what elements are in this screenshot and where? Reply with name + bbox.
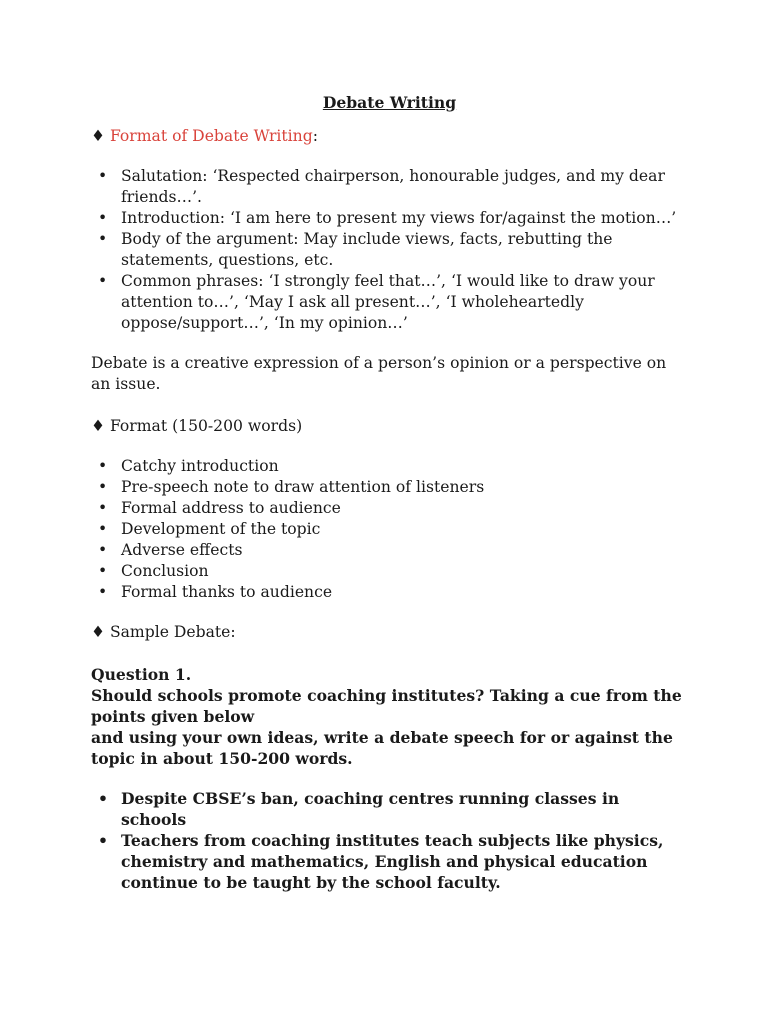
sample-heading	[91, 622, 688, 643]
list-item	[91, 519, 688, 540]
bullet-icon: •	[98, 209, 108, 227]
diamond-icon: ♦	[91, 417, 105, 435]
format-words-heading-label: Format (150-200 words)	[109, 417, 303, 435]
list-item-text: Teachers from coaching institutes teach subjects like physics, chemistry and mathematics, English and physical education continue to be taught by the school faculty.	[121, 831, 664, 892]
question-block	[91, 664, 688, 769]
question-label: Question 1.	[91, 665, 192, 684]
bullet-icon: •	[98, 230, 108, 248]
bullet-icon: •	[98, 541, 108, 559]
list-item-text: Formal thanks to audience	[121, 583, 333, 601]
list-item	[91, 208, 688, 229]
diamond-icon: ♦	[91, 623, 105, 641]
list-item	[91, 540, 688, 561]
list-item-text: Pre-speech note to draw attention of listeners	[121, 478, 485, 496]
format-words-heading	[91, 416, 688, 437]
bullet-icon: •	[98, 789, 108, 808]
bullet-icon: •	[98, 831, 108, 850]
list-item	[91, 582, 688, 603]
list-item	[91, 561, 688, 582]
bullet-icon: •	[98, 583, 108, 601]
format-heading-suffix: :	[312, 127, 318, 145]
list-item	[91, 229, 688, 271]
list-item-text: Adverse effects	[121, 541, 243, 559]
definition-paragraph: Debate is a creative expression of a person’s opinion or a perspective on an issue.	[91, 354, 667, 393]
format-heading-label: Format of Debate Writing	[109, 127, 313, 145]
document-title: Debate Writing	[322, 93, 457, 112]
list-item-text: Despite CBSE’s ban, coaching centres running classes in schools	[121, 789, 620, 829]
format-heading	[91, 126, 688, 147]
question-line-1: Should schools promote coaching institutes? Taking a cue from the points given below	[91, 686, 682, 726]
question-points-list	[91, 788, 688, 893]
bullet-icon: •	[98, 272, 108, 290]
list-item	[91, 166, 688, 208]
list-item-text: Body of the argument: May include views, facts, rebutting the statements, questions, etc.	[121, 230, 613, 269]
list-item-text: Catchy introduction	[121, 457, 279, 475]
sample-heading-label: Sample Debate:	[109, 623, 236, 641]
bullet-icon: •	[98, 499, 108, 517]
list-item	[91, 830, 688, 893]
list-item-text: Formal address to audience	[121, 499, 341, 517]
list-item-text: Salutation: ‘Respected chairperson, honourable judges, and my dear friends…’.	[121, 167, 665, 206]
list-item	[91, 271, 688, 334]
list-item	[91, 477, 688, 498]
list-item-text: Introduction: ‘I am here to present my views for/against the motion…’	[121, 209, 677, 227]
format-words-list	[91, 456, 688, 603]
bullet-icon: •	[98, 562, 108, 580]
list-item	[91, 456, 688, 477]
list-item-text: Common phrases: ‘I strongly feel that…’, ‘I would like to draw your attention to…’, ‘May I ask all present…’, ‘I wholeheartedly oppose/support…’, ‘In my opinion…’	[121, 272, 655, 332]
bullet-icon: •	[98, 167, 108, 185]
bullet-icon: •	[98, 520, 108, 538]
list-item-text: Conclusion	[121, 562, 209, 580]
list-item	[91, 788, 688, 830]
list-item-text: Development of the topic	[121, 520, 321, 538]
question-line-2: and using your own ideas, write a debate speech for or against the topic in about 150-200 words.	[91, 728, 673, 768]
bullet-icon: •	[98, 478, 108, 496]
format-list	[91, 166, 688, 334]
list-item	[91, 498, 688, 519]
diamond-icon: ♦	[91, 127, 105, 145]
bullet-icon: •	[98, 457, 108, 475]
